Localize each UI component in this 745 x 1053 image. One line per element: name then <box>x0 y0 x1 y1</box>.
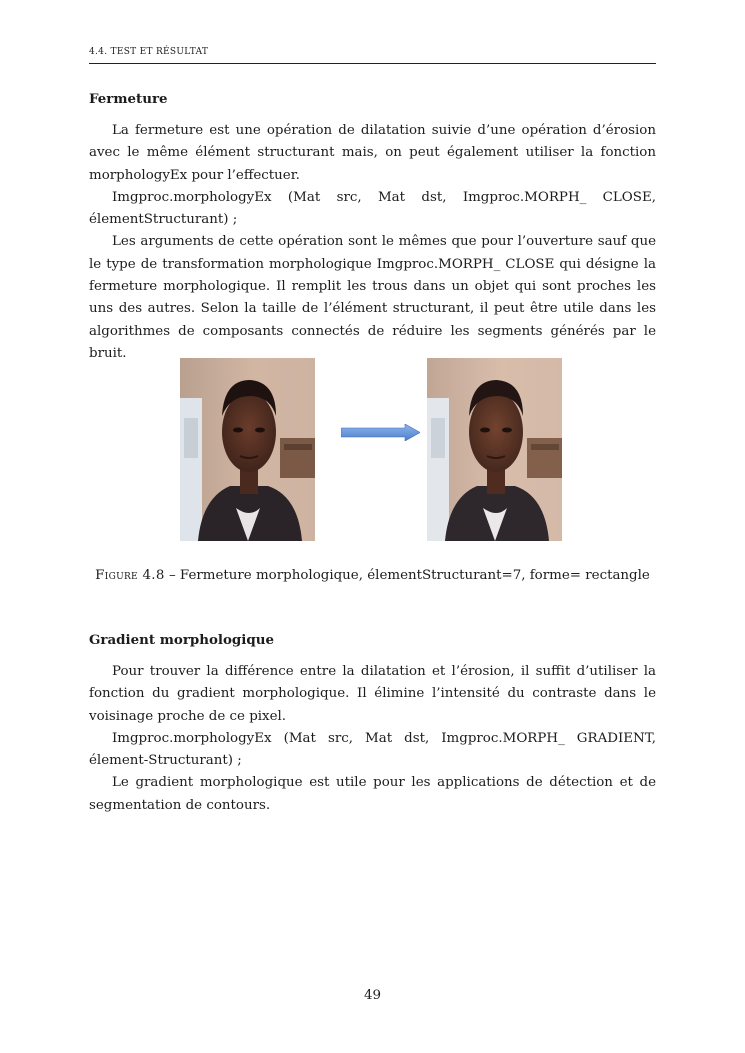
section-fermeture <box>89 90 656 365</box>
photo-closed <box>427 358 562 541</box>
paragraph-fermeture-intro: La fermeture est une opération de dilatation suivie d’une opération d’érosion avec le même élément structurant mais, on peut également utiliser la fonction morphologyEx pour l’effectuer. <box>89 123 656 183</box>
figure-caption-text: – Fermeture morphologique, élementStructurant=7, forme= rectangle <box>164 568 650 583</box>
paragraph-fermeture-code: Imgproc.morphologyEx (Mat src, Mat dst, Imgproc.MORPH_ CLOSE, élementStructurant) ; <box>89 189 656 228</box>
section-title-gradient: Gradient morphologique <box>89 632 274 648</box>
photo-original <box>180 358 315 541</box>
page-number: 49 <box>363 988 382 1003</box>
arrow-right-icon <box>341 424 420 441</box>
paragraph-gradient-intro: Pour trouver la différence entre la dilatation et l’érosion, il suffit d’utiliser la fonction du gradient morphologique. Il élimine l’intensité du contraste dans le voisinage proche de ce pixel. <box>89 664 656 724</box>
section-title-fermeture: Fermeture <box>89 91 168 107</box>
figure-caption <box>89 568 656 583</box>
paragraph-fermeture-args: Les arguments de cette opération sont le mêmes que pour l’ouverture sauf que le type de transformation morphologique Imgproc.MORPH_ CLOSE qui désigne la fermeture morphologique. Il remplit les trous dans un objet qui sont proches les uns des autres. Selon la taille de l’élément structurant, il peut être utile dans les algorithmes de composants connectés de réduire les segments générés par le bruit. <box>89 234 656 361</box>
header-rule <box>89 63 656 64</box>
figure-label: Figure 4.8 <box>95 568 165 583</box>
paragraph-gradient-usage: Le gradient morphologique est utile pour les applications de détection et de segmentation de contours. <box>89 775 656 813</box>
paragraph-gradient-code: Imgproc.morphologyEx (Mat src, Mat dst, Imgproc.MORPH_ GRADIENT, élement-Structurant) ; <box>89 730 656 769</box>
section-gradient <box>89 631 656 817</box>
figure-4-8 <box>180 358 562 541</box>
running-header: 4.4. TEST ET RÉSULTAT <box>89 47 209 57</box>
